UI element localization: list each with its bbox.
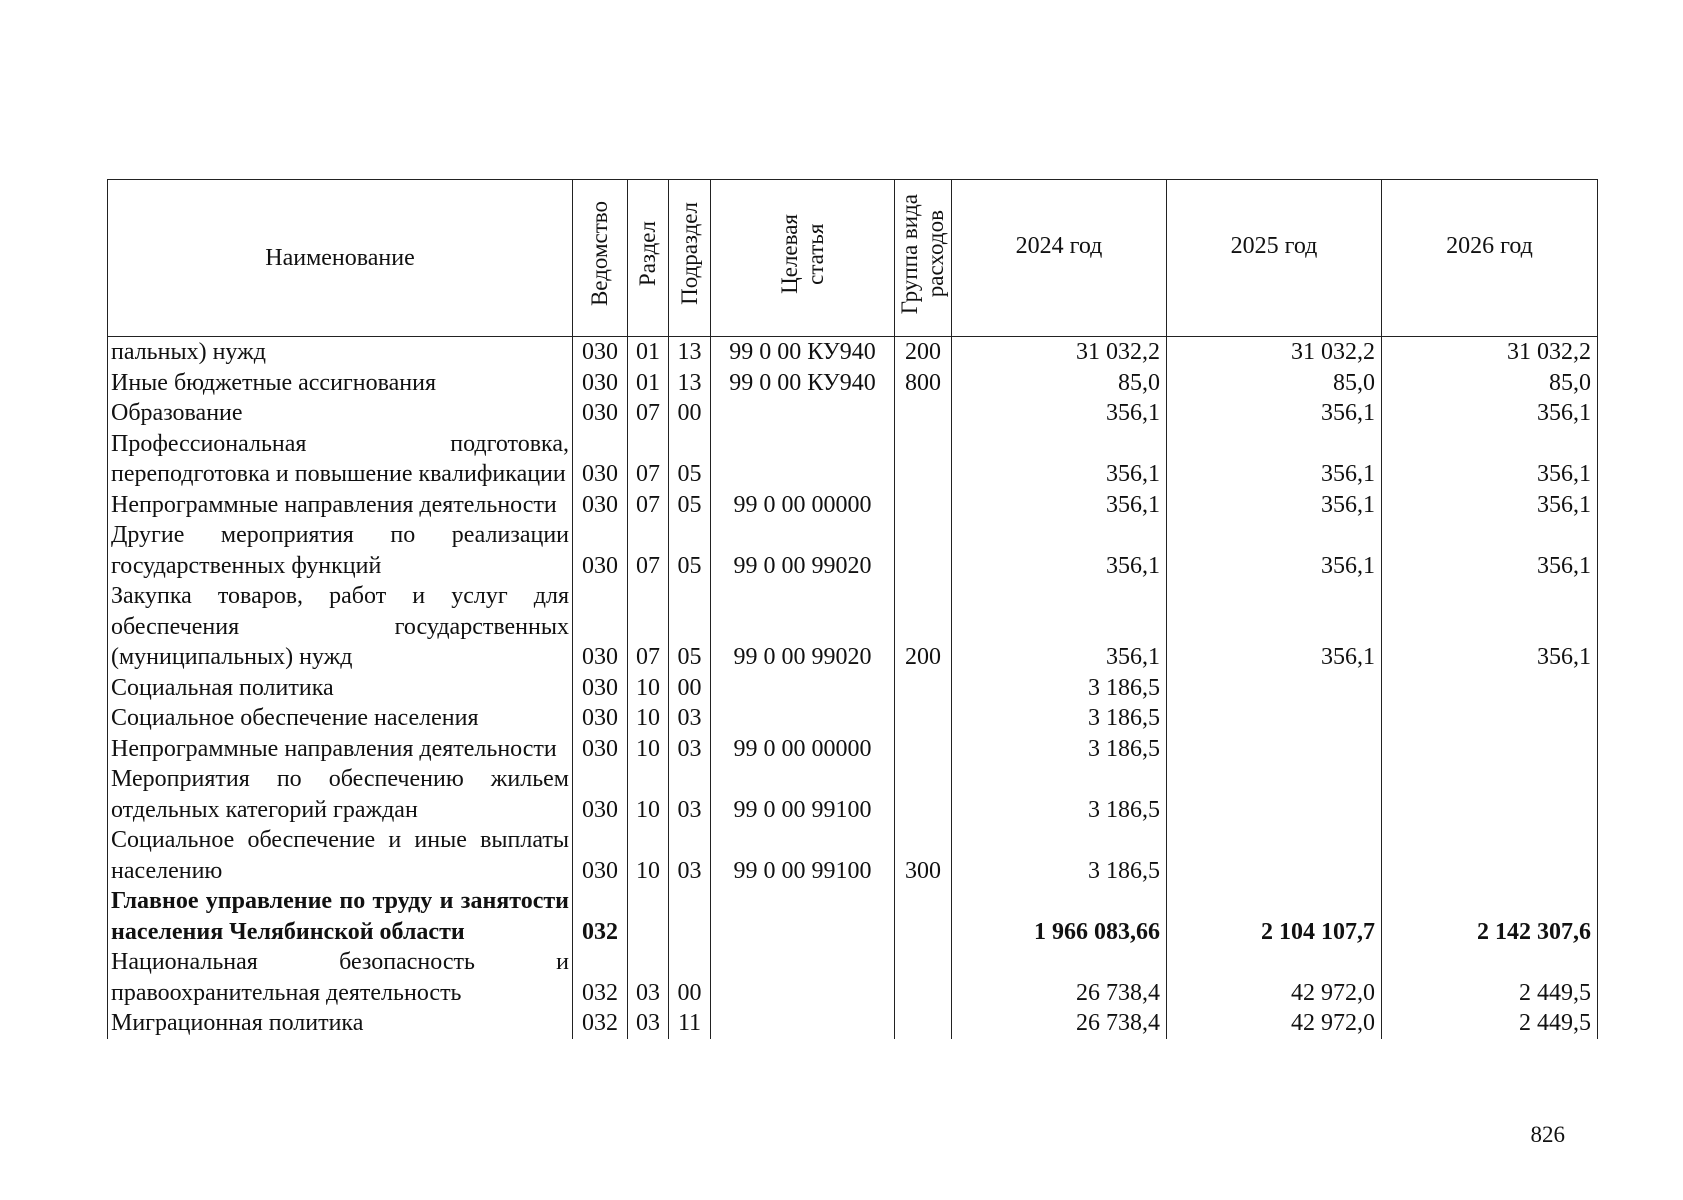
header-name: Наименование bbox=[108, 180, 573, 337]
table-row bbox=[108, 398, 1598, 429]
cell-podrazdel: 05 bbox=[669, 520, 711, 581]
cell-vedomstvo: 030 bbox=[573, 490, 628, 521]
cell-year-2026: 2 142 307,6 bbox=[1382, 886, 1598, 947]
cell-vedomstvo: 030 bbox=[573, 368, 628, 399]
cell-expense-group bbox=[895, 1008, 952, 1039]
cell-name: Социальное обеспечение населения bbox=[108, 703, 573, 734]
cell-year-2025 bbox=[1167, 764, 1382, 825]
cell-year-2025 bbox=[1167, 825, 1382, 886]
cell-razdel: 03 bbox=[628, 1008, 669, 1039]
cell-vedomstvo: 032 bbox=[573, 886, 628, 947]
table-header-row bbox=[108, 180, 1598, 337]
table-row bbox=[108, 673, 1598, 704]
header-expense-group: Группа вида расходов bbox=[895, 180, 952, 337]
cell-year-2024: 356,1 bbox=[952, 398, 1167, 429]
cell-target-article bbox=[711, 886, 895, 947]
table-row bbox=[108, 368, 1598, 399]
page-number: 826 bbox=[1530, 1122, 1565, 1147]
cell-year-2026 bbox=[1382, 703, 1598, 734]
cell-year-2026 bbox=[1382, 825, 1598, 886]
cell-vedomstvo: 030 bbox=[573, 429, 628, 490]
table-row bbox=[108, 520, 1598, 581]
cell-expense-group bbox=[895, 734, 952, 765]
cell-name: Главное управление по труду и занятости населения Челябинской области bbox=[108, 886, 573, 947]
table-row bbox=[108, 886, 1598, 947]
cell-year-2025: 42 972,0 bbox=[1167, 1008, 1382, 1039]
cell-year-2026 bbox=[1382, 764, 1598, 825]
cell-podrazdel: 03 bbox=[669, 825, 711, 886]
table-row bbox=[108, 1008, 1598, 1039]
cell-razdel: 07 bbox=[628, 429, 669, 490]
cell-year-2025: 356,1 bbox=[1167, 490, 1382, 521]
cell-razdel: 10 bbox=[628, 703, 669, 734]
cell-expense-group bbox=[895, 673, 952, 704]
cell-podrazdel: 05 bbox=[669, 490, 711, 521]
cell-year-2026 bbox=[1382, 673, 1598, 704]
header-target-article: Целевая статья bbox=[711, 180, 895, 337]
cell-razdel: 07 bbox=[628, 581, 669, 673]
cell-year-2025: 356,1 bbox=[1167, 429, 1382, 490]
cell-podrazdel: 13 bbox=[669, 337, 711, 368]
cell-vedomstvo: 030 bbox=[573, 764, 628, 825]
cell-vedomstvo: 030 bbox=[573, 825, 628, 886]
cell-year-2025: 31 032,2 bbox=[1167, 337, 1382, 368]
cell-expense-group: 200 bbox=[895, 337, 952, 368]
cell-target-article: 99 0 00 99020 bbox=[711, 520, 895, 581]
header-year-2024: 2024 год bbox=[952, 180, 1167, 337]
cell-expense-group: 200 bbox=[895, 581, 952, 673]
cell-expense-group: 800 bbox=[895, 368, 952, 399]
table-row bbox=[108, 734, 1598, 765]
cell-name: Непрограммные направления деятельности bbox=[108, 734, 573, 765]
cell-target-article bbox=[711, 1008, 895, 1039]
cell-year-2024: 356,1 bbox=[952, 581, 1167, 673]
table-row bbox=[108, 581, 1598, 673]
cell-year-2026: 356,1 bbox=[1382, 429, 1598, 490]
cell-razdel bbox=[628, 886, 669, 947]
cell-target-article bbox=[711, 703, 895, 734]
cell-vedomstvo: 030 bbox=[573, 734, 628, 765]
cell-podrazdel: 11 bbox=[669, 1008, 711, 1039]
cell-target-article bbox=[711, 947, 895, 1008]
cell-year-2026: 356,1 bbox=[1382, 398, 1598, 429]
table-row bbox=[108, 429, 1598, 490]
cell-year-2024: 26 738,4 bbox=[952, 947, 1167, 1008]
cell-expense-group bbox=[895, 703, 952, 734]
cell-target-article bbox=[711, 398, 895, 429]
cell-vedomstvo: 030 bbox=[573, 703, 628, 734]
cell-podrazdel: 05 bbox=[669, 429, 711, 490]
cell-razdel: 03 bbox=[628, 947, 669, 1008]
cell-razdel: 10 bbox=[628, 764, 669, 825]
cell-razdel: 10 bbox=[628, 825, 669, 886]
cell-podrazdel: 03 bbox=[669, 764, 711, 825]
cell-year-2025: 85,0 bbox=[1167, 368, 1382, 399]
cell-target-article: 99 0 00 99020 bbox=[711, 581, 895, 673]
header-vedomstvo: Ведомство bbox=[573, 180, 628, 337]
cell-podrazdel: 00 bbox=[669, 947, 711, 1008]
cell-expense-group bbox=[895, 947, 952, 1008]
cell-podrazdel: 03 bbox=[669, 734, 711, 765]
cell-expense-group: 300 bbox=[895, 825, 952, 886]
cell-year-2024: 1 966 083,66 bbox=[952, 886, 1167, 947]
cell-podrazdel: 03 bbox=[669, 703, 711, 734]
cell-year-2025 bbox=[1167, 673, 1382, 704]
cell-razdel: 10 bbox=[628, 673, 669, 704]
cell-podrazdel: 13 bbox=[669, 368, 711, 399]
cell-year-2026: 356,1 bbox=[1382, 490, 1598, 521]
table-row bbox=[108, 947, 1598, 1008]
cell-expense-group bbox=[895, 398, 952, 429]
budget-table bbox=[107, 179, 1598, 1039]
cell-year-2025: 356,1 bbox=[1167, 520, 1382, 581]
cell-name: Образование bbox=[108, 398, 573, 429]
cell-razdel: 07 bbox=[628, 490, 669, 521]
cell-vedomstvo: 030 bbox=[573, 581, 628, 673]
cell-year-2024: 3 186,5 bbox=[952, 703, 1167, 734]
cell-year-2024: 3 186,5 bbox=[952, 734, 1167, 765]
cell-year-2026 bbox=[1382, 734, 1598, 765]
cell-year-2025: 356,1 bbox=[1167, 398, 1382, 429]
cell-expense-group bbox=[895, 490, 952, 521]
cell-name: Мероприятия по обеспечению жильем отдельных категорий граждан bbox=[108, 764, 573, 825]
cell-year-2024: 85,0 bbox=[952, 368, 1167, 399]
cell-expense-group bbox=[895, 886, 952, 947]
cell-year-2025: 2 104 107,7 bbox=[1167, 886, 1382, 947]
cell-name: Профессиональная подготовка, переподготовка и повышение квалификации bbox=[108, 429, 573, 490]
cell-target-article bbox=[711, 673, 895, 704]
table-row bbox=[108, 764, 1598, 825]
cell-vedomstvo: 030 bbox=[573, 673, 628, 704]
cell-razdel: 01 bbox=[628, 337, 669, 368]
cell-year-2024: 26 738,4 bbox=[952, 1008, 1167, 1039]
cell-name: Закупка товаров, работ и услуг для обеспечения государственных (муниципальных) нужд bbox=[108, 581, 573, 673]
cell-year-2024: 31 032,2 bbox=[952, 337, 1167, 368]
table-row bbox=[108, 490, 1598, 521]
header-razdel: Раздел bbox=[628, 180, 669, 337]
cell-year-2024: 3 186,5 bbox=[952, 764, 1167, 825]
cell-year-2025: 42 972,0 bbox=[1167, 947, 1382, 1008]
cell-name: Социальная политика bbox=[108, 673, 573, 704]
cell-expense-group bbox=[895, 520, 952, 581]
cell-expense-group bbox=[895, 764, 952, 825]
cell-year-2026: 2 449,5 bbox=[1382, 947, 1598, 1008]
cell-name: Социальное обеспечение и иные выплаты населению bbox=[108, 825, 573, 886]
cell-year-2026: 31 032,2 bbox=[1382, 337, 1598, 368]
cell-razdel: 01 bbox=[628, 368, 669, 399]
cell-podrazdel: 00 bbox=[669, 673, 711, 704]
cell-expense-group bbox=[895, 429, 952, 490]
cell-podrazdel bbox=[669, 886, 711, 947]
cell-year-2025 bbox=[1167, 734, 1382, 765]
cell-razdel: 07 bbox=[628, 398, 669, 429]
cell-year-2026: 356,1 bbox=[1382, 581, 1598, 673]
cell-year-2026: 85,0 bbox=[1382, 368, 1598, 399]
cell-vedomstvo: 030 bbox=[573, 337, 628, 368]
cell-name: пальных) нужд bbox=[108, 337, 573, 368]
cell-name: Миграционная политика bbox=[108, 1008, 573, 1039]
cell-target-article: 99 0 00 99100 bbox=[711, 764, 895, 825]
table-row bbox=[108, 825, 1598, 886]
cell-target-article bbox=[711, 429, 895, 490]
cell-razdel: 10 bbox=[628, 734, 669, 765]
cell-podrazdel: 05 bbox=[669, 581, 711, 673]
cell-vedomstvo: 030 bbox=[573, 398, 628, 429]
cell-year-2026: 2 449,5 bbox=[1382, 1008, 1598, 1039]
cell-vedomstvo: 030 bbox=[573, 520, 628, 581]
cell-target-article: 99 0 00 КУ940 bbox=[711, 337, 895, 368]
cell-target-article: 99 0 00 00000 bbox=[711, 490, 895, 521]
header-year-2026: 2026 год bbox=[1382, 180, 1598, 337]
cell-year-2025: 356,1 bbox=[1167, 581, 1382, 673]
cell-year-2024: 356,1 bbox=[952, 429, 1167, 490]
cell-razdel: 07 bbox=[628, 520, 669, 581]
cell-name: Иные бюджетные ассигнования bbox=[108, 368, 573, 399]
cell-target-article: 99 0 00 99100 bbox=[711, 825, 895, 886]
cell-vedomstvo: 032 bbox=[573, 1008, 628, 1039]
cell-year-2024: 3 186,5 bbox=[952, 673, 1167, 704]
header-podrazdel: Подраздел bbox=[669, 180, 711, 337]
cell-year-2024: 356,1 bbox=[952, 490, 1167, 521]
header-year-2025: 2025 год bbox=[1167, 180, 1382, 337]
cell-target-article: 99 0 00 КУ940 bbox=[711, 368, 895, 399]
cell-name: Национальная безопасность и правоохранительная деятельность bbox=[108, 947, 573, 1008]
cell-name: Другие мероприятия по реализации государственных функций bbox=[108, 520, 573, 581]
cell-name: Непрограммные направления деятельности bbox=[108, 490, 573, 521]
cell-target-article: 99 0 00 00000 bbox=[711, 734, 895, 765]
cell-year-2024: 3 186,5 bbox=[952, 825, 1167, 886]
table-row bbox=[108, 703, 1598, 734]
cell-podrazdel: 00 bbox=[669, 398, 711, 429]
cell-year-2026: 356,1 bbox=[1382, 520, 1598, 581]
table-body bbox=[108, 337, 1598, 1039]
cell-year-2024: 356,1 bbox=[952, 520, 1167, 581]
cell-year-2025 bbox=[1167, 703, 1382, 734]
cell-vedomstvo: 032 bbox=[573, 947, 628, 1008]
table-row bbox=[108, 337, 1598, 368]
